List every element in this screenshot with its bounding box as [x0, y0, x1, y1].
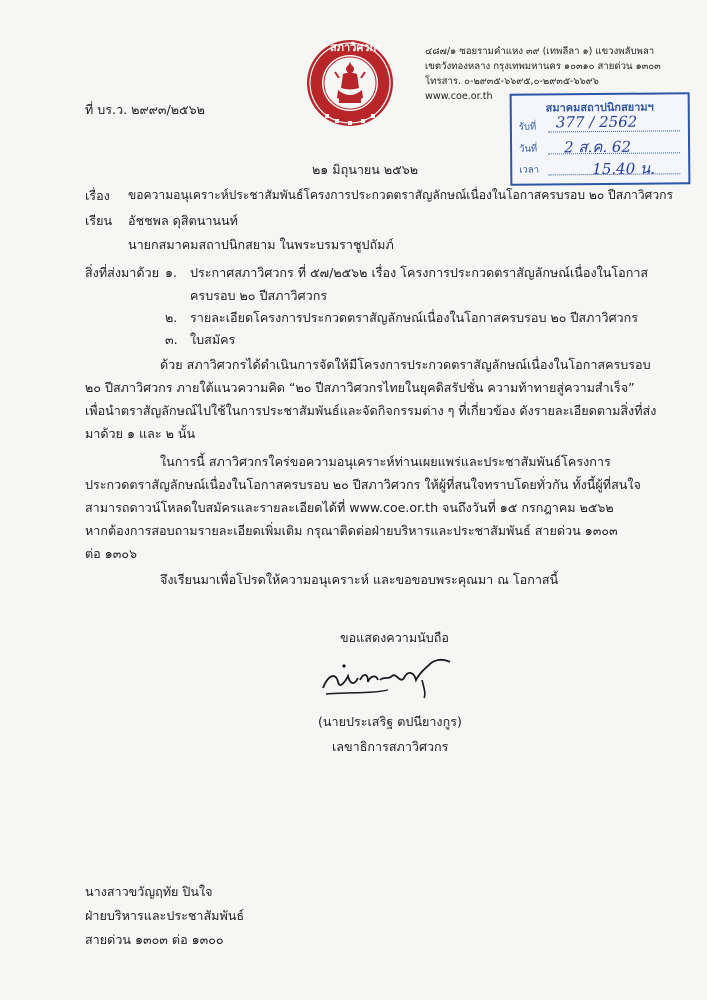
received-stamp	[510, 92, 691, 186]
salutation-label: เรียน	[85, 213, 113, 228]
enclosures-label: สิ่งที่ส่งมาด้วย	[85, 265, 159, 280]
stamp-label: วันที่	[519, 143, 538, 155]
body-line: ประกวดตราสัญลักษณ์เนื่องในโอกาสครบรอบ ๒๐ ปีสภาวิศวกร ให้ผู้ที่สนใจทราบโดยทั่วกัน ทั้งนี้ผู้ที่สนใจ	[85, 477, 641, 492]
contact-department: ฝ่ายบริหารและประชาสัมพันธ์	[85, 908, 245, 923]
letter-date: ๒๑ มิถุนายน ๒๕๖๒	[312, 162, 419, 177]
subject-label: เรื่อง	[85, 188, 110, 203]
seal-lettering: สภาวิศวกร	[330, 41, 383, 54]
body-line: มาด้วย ๑ และ ๒ นั้น	[85, 426, 196, 441]
body-line: ๒๐ ปีสภาวิศวกร ภายใต้แนวความคิด “๒๐ ปีสภาวิศวกรไทยในยุคดิสรัปชั่น ความท้าทายสู่ความสำเร็จ”	[85, 380, 635, 395]
address-line: โทรสาร. ๐-๒๙๓๕-๖๖๙๕,๐-๒๙๓๕-๖๖๙๖	[425, 76, 599, 87]
body-line: จึงเรียนมาเพื่อโปรดให้ความอนุเคราะห์ และขอขอบพระคุณมา ณ โอกาสนี้	[160, 572, 559, 587]
stamp-label: รับที่	[518, 121, 537, 133]
contact-phone: สายด่วน ๑๓๐๓ ต่อ ๑๓๐๐	[85, 932, 224, 947]
enclosure-text: รายละเอียดโครงการประกวดตราสัญลักษณ์เนื่องในโอกาสครบรอบ ๒๐ ปีสภาวิศวกร	[190, 310, 639, 325]
recipient-title: นายกสมาคมสถาปนิกสยาม ในพระบรมราชูปถัมภ์	[128, 237, 394, 252]
stamp-handwritten-value: 15.40 น.	[592, 159, 656, 179]
signer-name: (นายประเสริฐ ตปนียางกูร)	[318, 714, 462, 729]
body-line: ในการนี้ สภาวิศวกรใคร่ขอความอนุเคราะห์ท่านเผยแพร่และประชาสัมพันธ์โครงการ	[160, 454, 611, 469]
address-line: เขตวังทองหลาง กรุงเทพมหานคร ๑๐๓๑๐ สายด่วน ๑๓๐๓	[425, 61, 661, 72]
body-line: เพื่อนำตราสัญลักษณ์ไปใช้ในการประชาสัมพันธ์และจัดกิจกรรมต่าง ๆ ที่เกี่ยวข้อง ดังรายละเอียดตามสิ่งที่ส่ง	[85, 403, 657, 418]
closing-text: ขอแสดงความนับถือ	[340, 630, 449, 645]
stamp-handwritten-value: 377 / 2562	[555, 112, 638, 132]
signer-title: เลขาธิการสภาวิศวกร	[332, 739, 449, 754]
stamp-label: เวลา	[519, 164, 540, 176]
handwritten-signature	[318, 650, 458, 700]
body-line: ต่อ ๑๓๐๖	[85, 546, 138, 561]
body-line: สามารถดาวน์โหลดใบสมัครและรายละเอียดได้ที่ www.coe.or.th จนถึงวันที่ ๑๕ กรกฎาคม ๒๕๖๒	[85, 500, 614, 515]
contact-person: นางสาวขวัญฤทัย ปินใจ	[85, 884, 213, 899]
body-line: ด้วย สภาวิศวกรได้ดำเนินการจัดให้มีโครงการประกวดตราสัญลักษณ์เนื่องในโอกาสครบรอบ	[160, 357, 651, 372]
enclosure-text: ใบสมัคร	[190, 332, 236, 347]
enclosure-number: ๑.	[165, 265, 177, 280]
recipient-name: อัชชพล ดุสิตนานนท์	[128, 213, 238, 228]
enclosure-text: ครบรอบ ๒๐ ปีสภาวิศวกร	[190, 288, 328, 303]
subject-text: ขอความอนุเคราะห์ประชาสัมพันธ์โครงการประกวดตราสัญลักษณ์เนื่องในโอกาสครบรอบ ๒๐ ปีสภาวิศวกร	[128, 188, 673, 202]
website-text: www.coe.or.th	[425, 91, 493, 102]
body-line: หากต้องการสอบถามรายละเอียดเพิ่มเติม กรุณาติดต่อฝ่ายบริหารและประชาสัมพันธ์ สายด่วน ๑๓๐๓	[85, 523, 618, 538]
enclosure-number: ๓.	[165, 332, 178, 347]
reference-number: ที่ บร.ว. ๒๙๙๓/๒๕๖๒	[85, 102, 205, 117]
address-line: ๔๘๗/๑ ซอยรามคำแหง ๓๙ (เทพลีลา ๑) แขวงพลับพลา	[425, 46, 655, 57]
enclosure-text: ประกาศสภาวิศวกร ที่ ๕๗/๒๕๖๒ เรื่อง โครงการประกวดตราสัญลักษณ์เนื่องในโอกาส	[190, 265, 649, 280]
stamp-handwritten-value: 2 ส.ค. 62	[563, 137, 632, 157]
enclosure-number: ๒.	[165, 310, 178, 325]
stamp-title: สมาคมสถาปนิกสยามฯ	[545, 100, 654, 115]
